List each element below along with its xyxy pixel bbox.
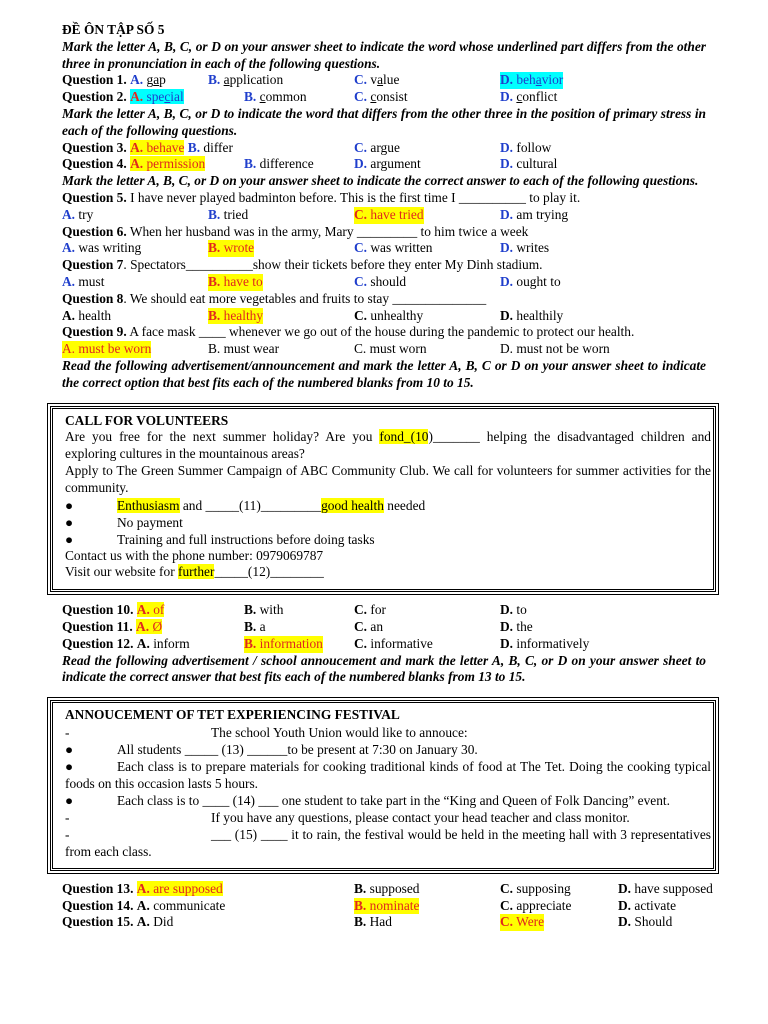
box-paragraph-1: Are you free for the next summer holiday? Are you fond_(10)_______ helping the disadvantaged children and exploring cultures in the mountainous areas?: [65, 429, 711, 462]
box-title: ANNOUCEMENT OF TET EXPERIENCING FESTIVAL: [65, 707, 400, 723]
bullet-item: ● Enthusiasm and _____(11)_________good health needed: [65, 497, 426, 513]
question-7-options: A. must B. have to C. should D. ought to: [62, 273, 561, 289]
volunteer-advertisement-box: [50, 406, 716, 593]
bullet-item: ● Training and full instructions before doing tasks: [65, 531, 375, 547]
question-5-stem: Question 5. I have never played badminton before. This is the first time I __________ to play it.: [62, 189, 581, 205]
bullet-icon: ●: [65, 531, 74, 547]
instruction-stress: Mark the letter A, B, C, or D to indicate the word that differs from the other three in the position of primary stress in each of the following questions.: [62, 105, 706, 138]
question-11: Question 11. A. Ø B. a C. an D. the: [62, 618, 533, 634]
box-paragraph-2: Apply to The Green Summer Campaign of ABC Community Club. We call for volunteers for summer activities for the community.: [65, 462, 711, 495]
question-10: Question 10. A. of B. with C. for D. to: [62, 602, 527, 618]
answer-highlight: A. special: [130, 89, 184, 105]
question-4: Question 4. A. permission B. difference D. argument D. cultural: [62, 156, 558, 172]
website-line: Visit our website for further_____(12)________: [65, 564, 324, 580]
instruction-advertisement: Read the following advertisement/announcement and mark the letter A, B, C or D on your answer sheet to indicate the correct option that best fits each of the numbered blanks from 10 to 15.: [62, 357, 706, 390]
question-6-options: A. was writing B. wrote C. was written D. writes: [62, 240, 550, 256]
dash-item: - If you have any questions, please contact your head teacher and class monitor.: [65, 809, 630, 825]
question-13: Question 13. A. are supposed B. supposed C. supposing D. have supposed: [62, 880, 713, 896]
question-14: Question 14. A. communicate B. nominate C. appreciate D. activate: [62, 897, 677, 913]
instruction-pronunciation: Mark the letter A, B, C, or D on your answer sheet to indicate the word whose underlined part differs from the other three in pronunciation in each of the following questions.: [62, 38, 706, 71]
question-2: Question 2. A. special B. common C. consist D. conflict: [62, 89, 558, 105]
bullet-icon: ●: [65, 514, 74, 530]
bullet-icon: ●: [65, 497, 74, 513]
question-9-options: A. must be worn B. must wear C. must worn D. must not be worn: [62, 341, 610, 357]
question-7-stem: Question 7. Spectators__________show their tickets before they enter My Dinh stadium.: [62, 257, 543, 273]
question-5-options: A. try B. tried C. have tried D. am trying: [62, 206, 569, 222]
tet-festival-announcement-box: [50, 700, 716, 871]
instruction-grammar: Mark the letter A, B, C, or D on your answer sheet to indicate the correct answer to each of the following questions.: [62, 173, 699, 189]
question-6-stem: Question 6. When her husband was in the army, Mary _________ to him twice a week: [62, 223, 529, 239]
box-title: CALL FOR VOLUNTEERS: [65, 412, 229, 428]
instruction-announcement: Read the following advertisement / school annoucement and mark the letter A, B, C, or D on your answer sheet to indicate the correct answer that best fits each of the numbered blanks from 13 to 15.: [62, 652, 706, 685]
question-12: Question 12. A. inform B. information C. informative D. informatively: [62, 635, 590, 651]
dash-item: - The school Youth Union would like to annouce:: [65, 724, 468, 740]
contact-line: Contact us with the phone number: 0979069787: [65, 547, 324, 563]
page-title: ĐỀ ÔN TẬP SỐ 5: [62, 22, 165, 37]
bullet-icon: ●: [65, 741, 74, 757]
question-8-stem: Question 8. We should eat more vegetables and fruits to stay ______________: [62, 290, 487, 306]
dash-item: - ___ (15) ____ it to rain, the festival would be held in the meeting hall with 3 representatives from each class.: [65, 826, 711, 859]
answer-highlight: D. behavior: [500, 72, 564, 88]
bullet-item: ● Each class is to prepare materials for cooking traditional kinds of food at The Tet. Doing the cooking typical foods on this occasion lasts 5 hours.: [65, 758, 711, 791]
question-9-stem: Question 9. A face mask ____ whenever we go out of the house during the pandemic to protect our health.: [62, 324, 635, 340]
worksheet: [62, 22, 713, 931]
question-1: Question 1. A. gap B. application C. value D. behavior: [62, 72, 564, 88]
question-8-options: A. health B. healthy C. unhealthy D. healthily: [62, 307, 564, 323]
bullet-item: ● All students _____ (13) ______to be present at 7:30 on January 30.: [65, 741, 478, 757]
bullet-icon: ●: [65, 792, 74, 808]
bullet-item: ● No payment: [65, 514, 183, 530]
bullet-icon: ●: [65, 758, 74, 774]
question-15: Question 15. A. Did B. Had C. Were D. Should: [62, 914, 673, 930]
question-3: Question 3. A. behave B. differ C. argue D. follow: [62, 139, 552, 155]
bullet-item: ● Each class is to ____ (14) ___ one student to take part in the “King and Queen of Folk Dancing” event.: [65, 792, 670, 808]
